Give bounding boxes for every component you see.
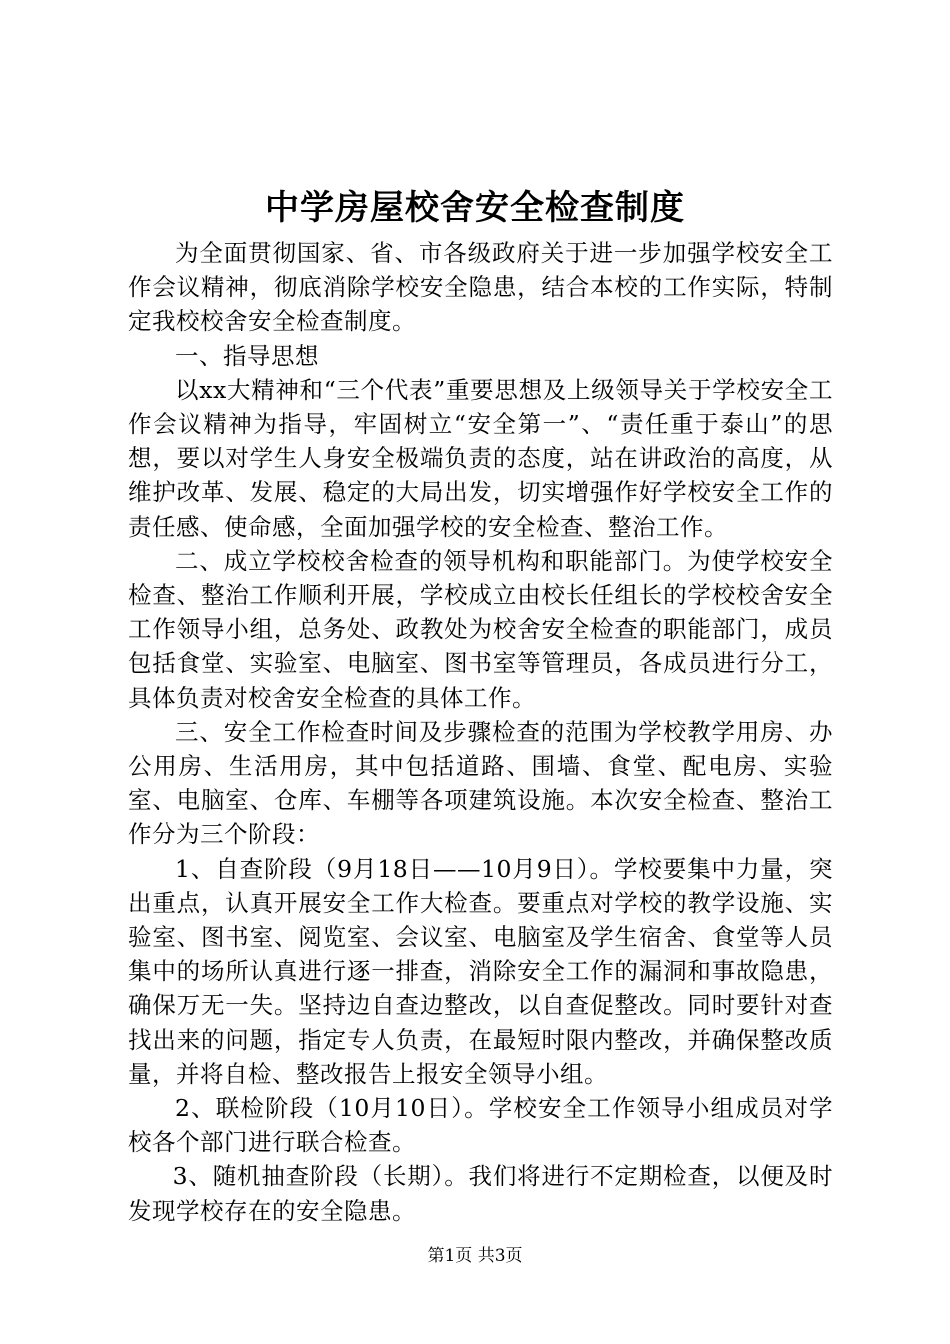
- document-title: 中学房屋校舍安全检查制度: [265, 188, 685, 228]
- stage-one-paragraph: 1、自查阶段（9月18日——10月9日）。学校要集中力量，突出重点，认真开展安全工作大检查。要重点对学校的教学设施、实验室、图书室、阅览室、会议室、电脑室及学生宿舍、食堂等人员集中的场所认真进行逐一排查，消除安全工作的漏洞和事故隐患，确保万无一失。坚持边自查边整改，以自查促整改。同时要针对查找出来的问题，指定专人负责，在最短时限内整改，并确保整改质量，并将自检、整改报告上报安全领导小组。: [128, 854, 833, 1088]
- intro-paragraph: 为全面贯彻国家、省、市各级政府关于进一步加强学校安全工作会议精神，彻底消除学校安全隐患，结合本校的工作实际，特制定我校校舍安全检查制度。: [128, 239, 833, 336]
- inspection-scope-paragraph: 三、安全工作检查时间及步骤检查的范围为学校教学用房、办公用房、生活用房，其中包括道路、围墙、食堂、配电房、实验室、电脑室、仓库、车棚等各项建筑设施。本次安全检查、整治工作分为三个阶段：: [128, 717, 833, 849]
- guiding-ideology-paragraph: 以xx大精神和“三个代表”重要思想及上级领导关于学校安全工作会议精神为指导，牢固树立“安全第一”、“责任重于泰山”的思想，要以对学生人身安全极端负责的态度，站在讲政治的高度，从维护改革、发展、稳定的大局出发，切实增强作好学校安全工作的责任感、使命感，全面加强学校的安全检查、整治工作。: [128, 375, 833, 541]
- stage-two-paragraph: 2、联检阶段（10月10日）。学校安全工作领导小组成员对学校各个部门进行联合检查。: [128, 1094, 833, 1157]
- section-heading-guiding-ideology: 一、指导思想: [175, 341, 319, 370]
- page-footer: 第1页 共3页: [427, 1246, 523, 1266]
- stage-three-paragraph: 3、随机抽查阶段（长期）。我们将进行不定期检查，以便及时发现学校存在的安全隐患。: [128, 1162, 833, 1225]
- leadership-paragraph: 二、成立学校校舍检查的领导机构和职能部门。为使学校安全检查、整治工作顺利开展，学校成立由校长任组长的学校校舍安全工作领导小组，总务处、政教处为校舍安全检查的职能部门，成员包括食堂、实验室、电脑室、图书室等管理员，各成员进行分工，具体负责对校舍安全检查的具体工作。: [128, 546, 833, 712]
- document-body: [128, 236, 833, 1228]
